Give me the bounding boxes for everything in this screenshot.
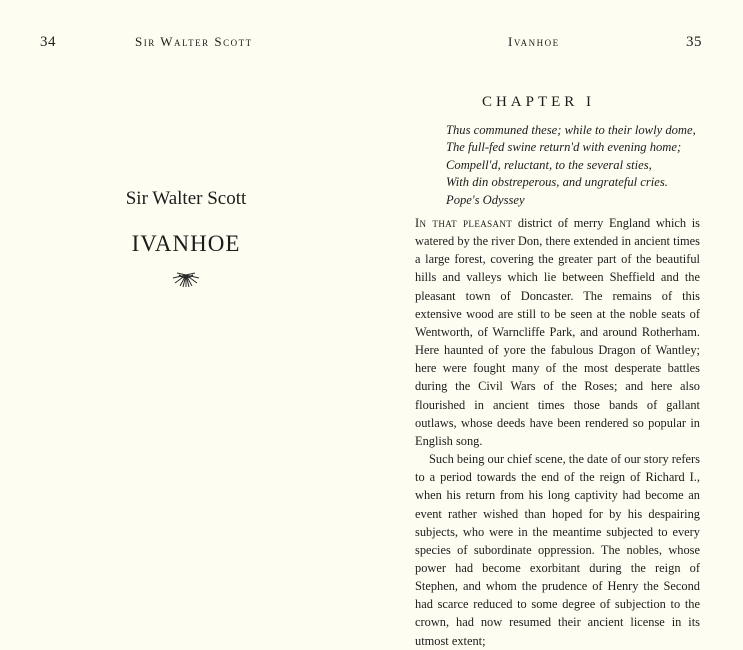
opening-words: In that pleasant bbox=[415, 216, 513, 230]
left-page bbox=[0, 0, 372, 600]
chapter-heading: CHAPTER I bbox=[481, 94, 596, 110]
author-name: Sir Walter Scott bbox=[125, 188, 247, 209]
running-head-title: Ivanhoe bbox=[508, 34, 560, 49]
epigraph-line: Thus communed these; while to their lowly dome, bbox=[446, 123, 696, 137]
epigraph-line: The full-fed swine return'd with evening home; bbox=[446, 140, 682, 155]
book-title: IVANHOE bbox=[131, 231, 241, 256]
page-number-left: 34 bbox=[40, 34, 56, 50]
epigraph-line: With din obstreperous, and ungrateful cries. bbox=[446, 175, 668, 190]
page-number-right: 35 bbox=[686, 34, 702, 50]
title-block bbox=[0, 188, 372, 289]
epigraph bbox=[446, 122, 696, 209]
paragraph-text: district of merry England which is watered by the river Don, there extended in ancient times a large forest, covering the greater part of the beautiful hills and valleys which lie between Sheffield and the pleasant town of Doncaster. The remains of this extensive wood are still to be seen at the noble seats of Wentworth, of Warncliffe Park, and around Rotherham. Here haunted of yore the fabulous Dragon of Wantley; here were fought many of the most desperate battles during the Civil Wars of the Roses; and here also flourished in ancient times those bands of gallant outlaws, whose deeds have been rendered so popular in English song. bbox=[415, 216, 700, 448]
running-head-author: Sir Walter Scott bbox=[135, 34, 253, 49]
paragraph-text: Such being our chief scene, the date of our story refers to a period towards the end of the reign of Richard I., when his return from his long captivity had become an event rather wished than hoped for by his despairing subjects, who were in the meantime subjected to every species of subordinate oppression. The nobles, whose power had become exorbitant during the reign of Stephen, and whom the prudence of Henry the Second had scarce reduced to some degree of subjection to the crown, had now resumed their ancient license in its utmost extent; bbox=[415, 452, 700, 648]
paragraph bbox=[415, 450, 700, 650]
right-page bbox=[372, 0, 743, 648]
epigraph-line: Compell'd, reluctant, to the several sties, bbox=[446, 157, 652, 172]
paragraph bbox=[415, 214, 700, 450]
sunburst-ornament-icon bbox=[171, 271, 201, 289]
epigraph-attribution: Pope's Odyssey bbox=[446, 192, 525, 207]
chapter-body bbox=[415, 214, 700, 650]
